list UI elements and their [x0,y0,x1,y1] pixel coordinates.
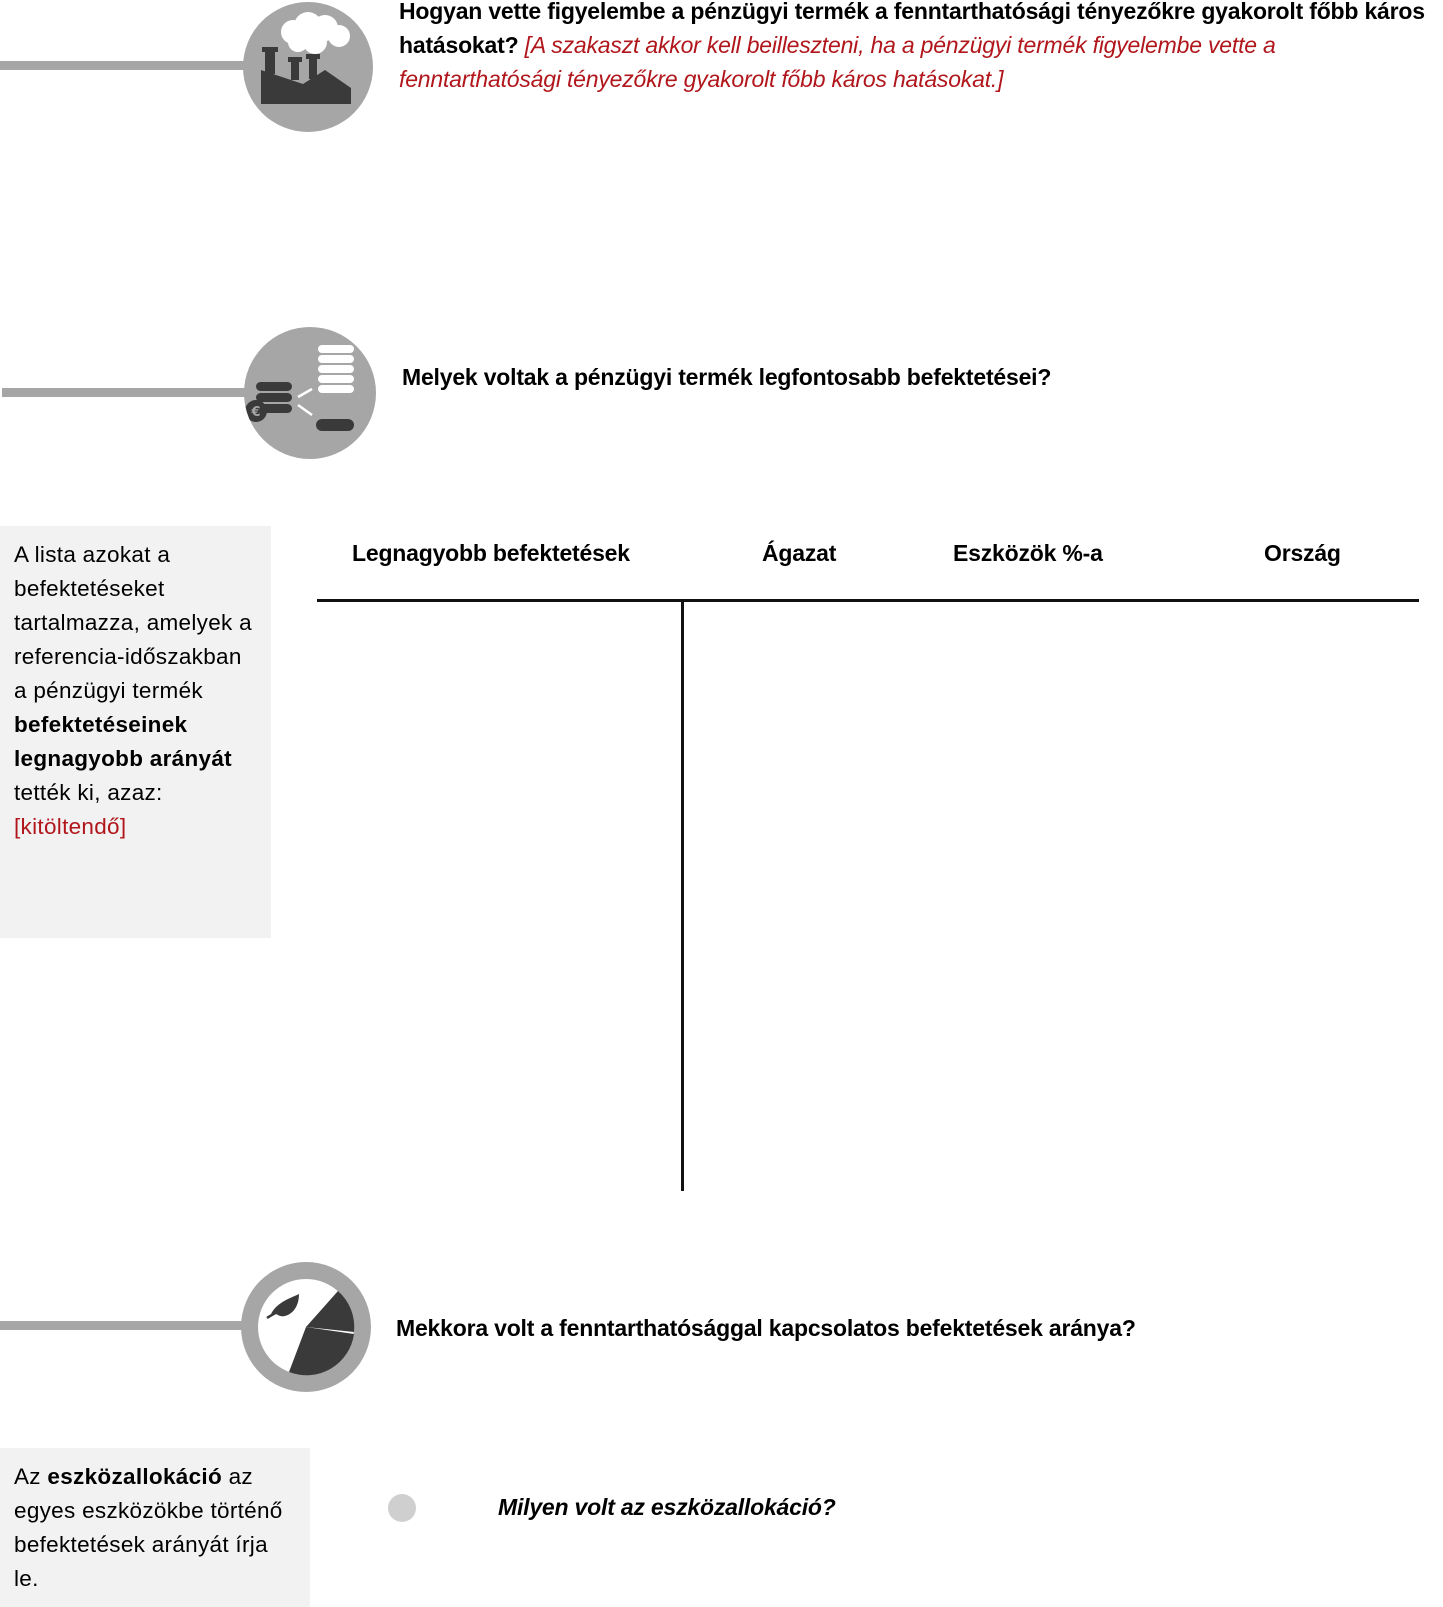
bullet-dot [388,1494,416,1522]
timeline-connector [2,388,252,397]
timeline-connector [0,61,250,70]
col-header-country: Ország [1264,540,1341,566]
col-header-sector: Ágazat [762,540,837,566]
info-text: az egyes eszközökbe történő befektetések arányát írja le. [14,1464,283,1591]
top-investments-info-box [0,526,271,938]
info-text: tették ki, azaz: [14,780,163,805]
info-text-bold: eszközallokáció [47,1464,223,1489]
svg-text:€: € [251,405,261,420]
factory-pollution-icon [243,2,373,132]
col-header-asset-percent: Eszközök %-a [953,540,1103,566]
question-top-investments: Melyek voltak a pénzügyi termék legfontosabb befektetései? [402,364,1052,390]
subquestion-asset-allocation: Milyen volt az eszközallokáció? [498,1494,836,1520]
fill-in-placeholder: [kitöltendő] [14,814,127,839]
pie-chart-leaf-icon [241,1262,371,1392]
coins-investment-icon [244,327,376,459]
col-header-largest-investments: Legnagyobb befektetések [352,540,630,566]
table-header-rule [317,599,1419,602]
question-adverse-impacts-bold: Hogyan vette figyelembe a pénzügyi termék a fenntarthatósági tényezőkre gyakorolt főbb káros hatásokat? [399,0,1425,58]
question-sustainability-share: Mekkora volt a fenntarthatósággal kapcsolatos befektetések aránya? [396,1315,1136,1341]
timeline-connector [0,1321,250,1330]
table-column-divider [681,601,684,1191]
conditional-section-note: [A szakaszt akkor kell beilleszteni, ha a pénzügyi termék figyelembe vette a fenntarthatósági tényezőkre gyakorolt főbb káros hatásokat.] [399,32,1276,92]
info-text: Az [14,1464,41,1489]
asset-allocation-info-box [0,1448,310,1607]
info-text: A lista azokat a befektetéseket tartalmazza, amelyek a referencia-időszakban a pénzügyi termék [14,542,252,703]
info-text-bold: befektetéseinek legnagyobb arányát [14,712,232,771]
question-adverse-impacts [399,0,1439,96]
